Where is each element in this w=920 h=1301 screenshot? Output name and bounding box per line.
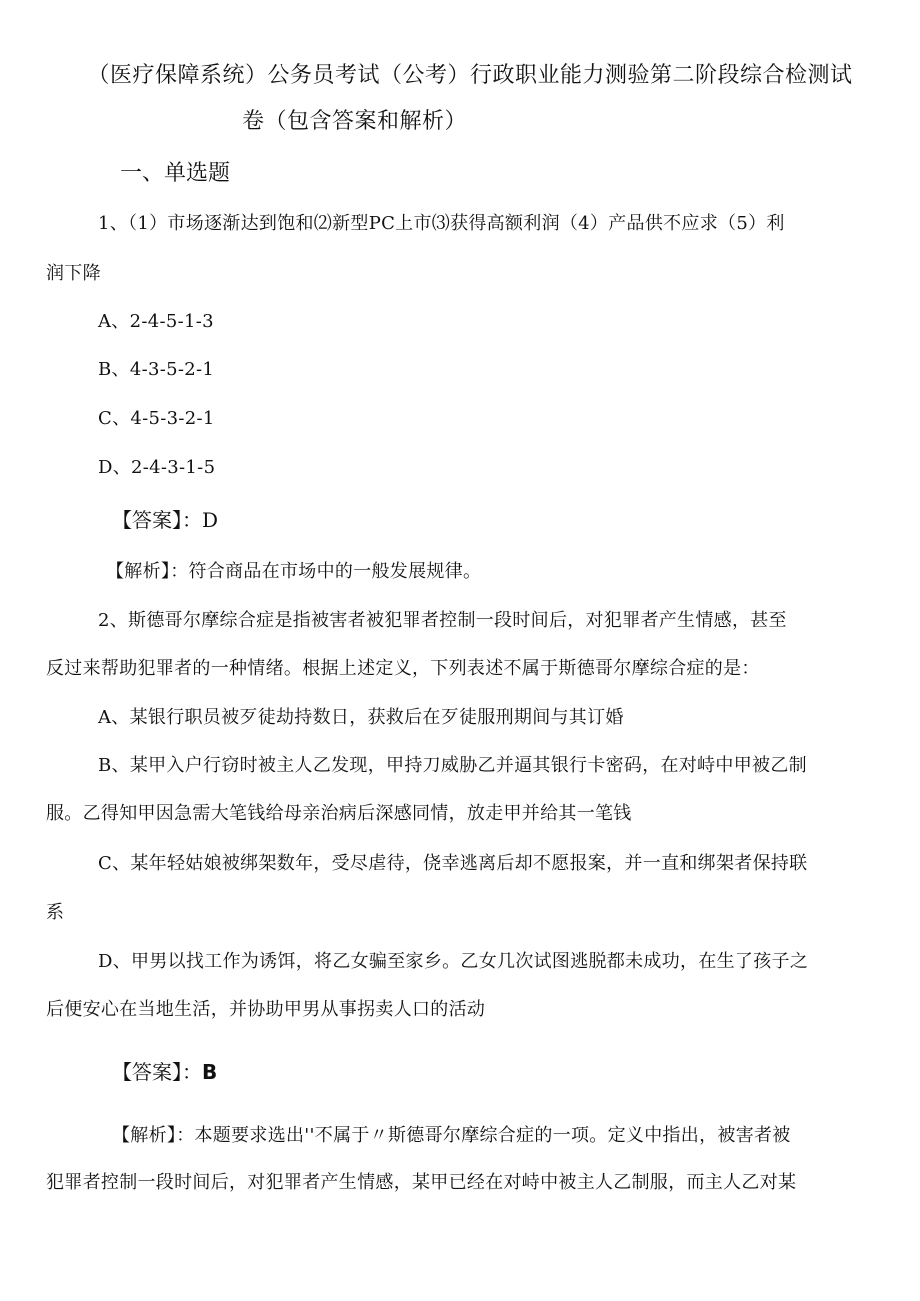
section-heading: 一、单选题 [120, 161, 231, 186]
q2-option-b-line1: B、某甲入户行窃时被主人乙发现，甲持刀威胁乙并逼其银行卡密码，在对峙中甲被乙制 [98, 755, 807, 776]
q2-option-a: A、某银行职员被歹徒劫持数日，获救后在歹徒服刑期间与其订婚 [98, 707, 624, 728]
q2-option-d-line1: D、甲男以找工作为诱饵，将乙女骗至家乡。乙女几次试图逃脱都未成功，在生了孩子之 [98, 951, 809, 972]
q2-stem-line1: 2、斯德哥尔摩综合症是指被害者被犯罪者控制一段时间后，对犯罪者产生情感，甚至 [98, 610, 787, 631]
q1-option-c: C、4-5-3-2-1 [98, 408, 215, 429]
q2-option-c-line1: C、某年轻姑娘被绑架数年，受尽虐待，侥幸逃离后却不愿报案，并一直和绑架者保持联 [98, 853, 808, 874]
q1-option-b: B、4-3-5-2-1 [98, 359, 215, 380]
q1-answer-value: D [202, 508, 219, 532]
q2-answer-label: 【答案】： [112, 1060, 202, 1084]
q2-analysis-line1: 【解析】：本题要求选出''不属于〃斯德哥尔摩综合症的一项。定义中指出，被害者被 [112, 1125, 791, 1146]
q2-answer-value: B [202, 1060, 218, 1084]
document-title-line1: （医疗保障系统）公务员考试（公考）行政职业能力测验第二阶段综合检测试 [87, 63, 853, 88]
q1-option-d: D、2-4-3-1-5 [98, 457, 216, 478]
q1-stem-line2: 润下降 [46, 263, 101, 284]
q2-analysis-line2: 犯罪者控制一段时间后，对犯罪者产生情感，某甲已经在对峙中被主人乙制服，而主人乙对某 [46, 1172, 797, 1193]
q2-option-c-line2: 系 [46, 902, 65, 923]
q2-option-d-line2: 后便安心在当地生活，并协助甲男从事拐卖人口的活动 [46, 999, 486, 1020]
q1-stem-line1: 1、（1）市场逐渐达到饱和⑵新型PC上市⑶获得高额利润（4）产品供不应求（5）利 [98, 213, 785, 234]
q1-option-a: A、2-4-5-1-3 [98, 311, 214, 332]
document-title-line2: 卷（包含答案和解析） [242, 109, 468, 134]
q1-answer [112, 504, 218, 533]
q1-answer-label: 【答案】： [112, 508, 202, 532]
q1-analysis: 【解析】：符合商品在市场中的一般发展规律。 [106, 561, 482, 582]
q2-stem-line2: 反过来帮助犯罪者的一种情绪。根据上述定义，下列表述不属于斯德哥尔摩综合症的是： [46, 658, 760, 679]
q2-option-b-line2: 服。乙得知甲因急需大笔钱给母亲治病后深感同情，放走甲并给其一笔钱 [46, 803, 632, 824]
q2-answer [112, 1056, 217, 1085]
